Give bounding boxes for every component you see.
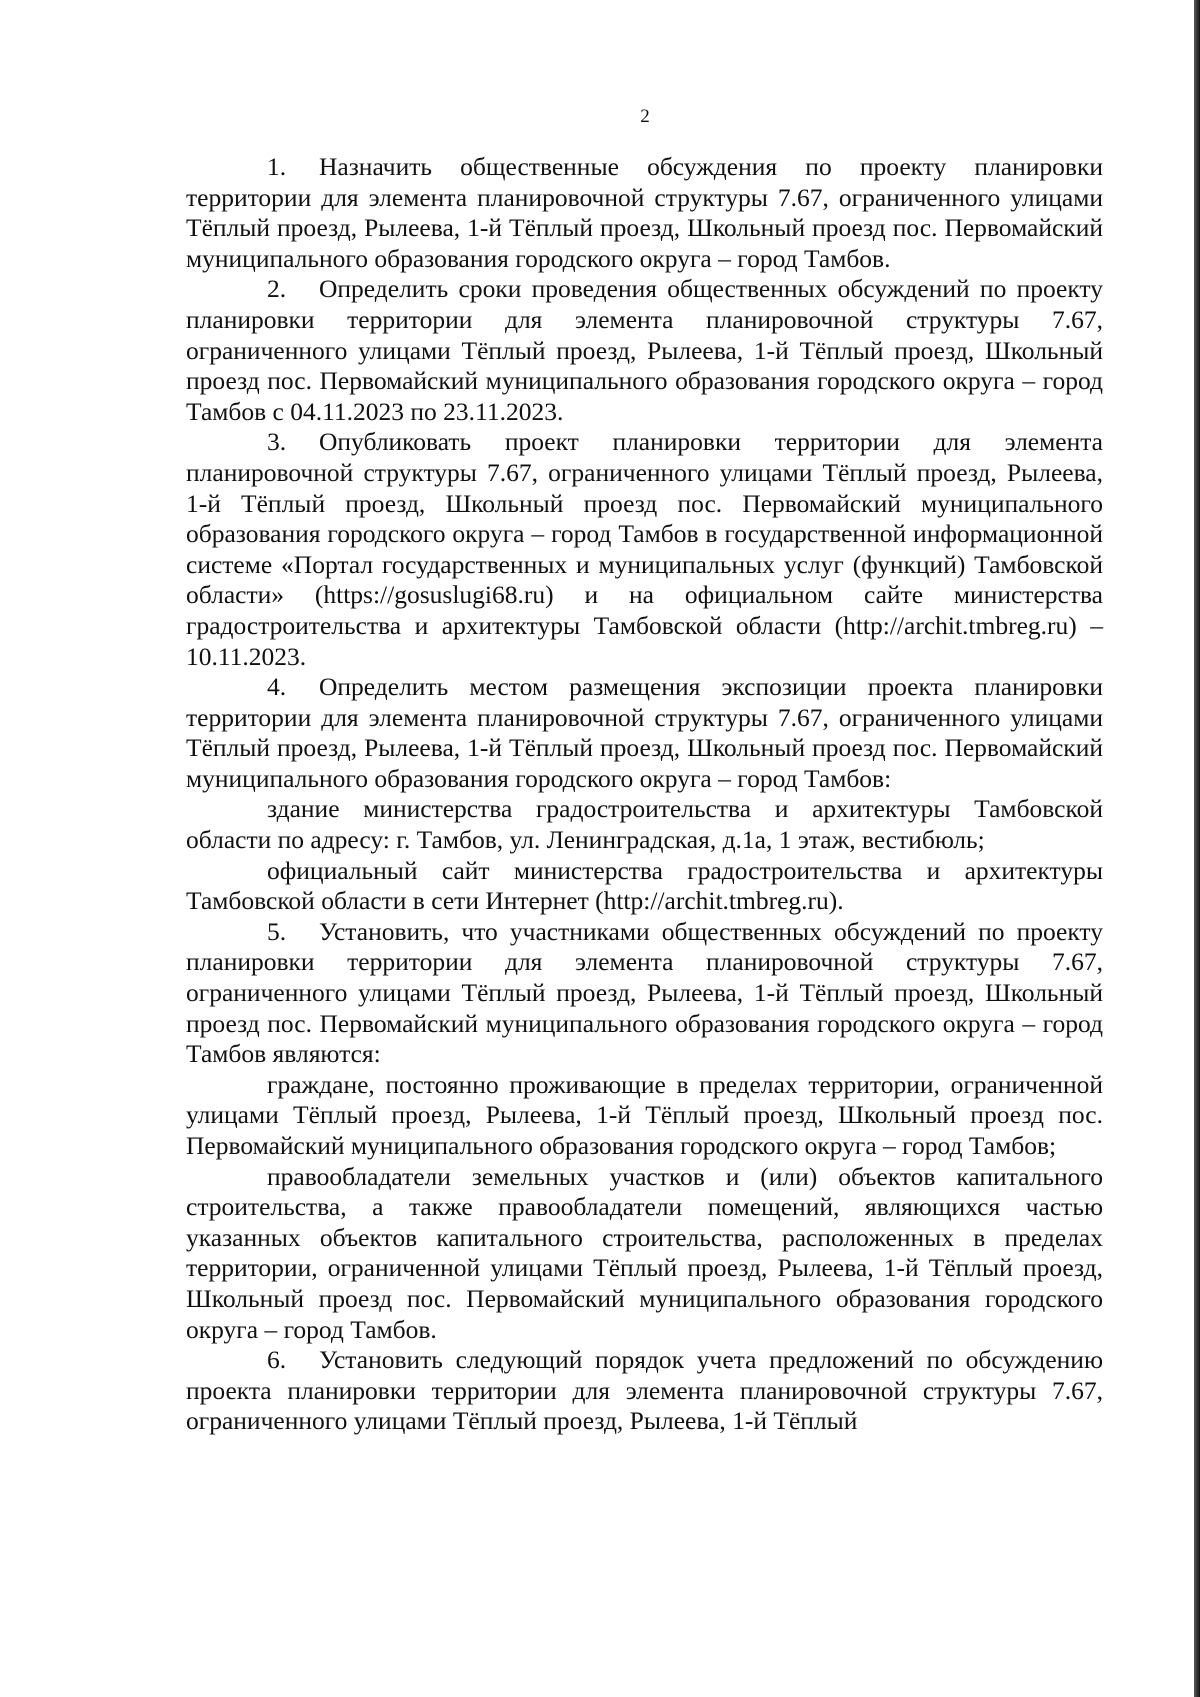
paragraph-number: 3. bbox=[267, 427, 287, 457]
paragraph-3 bbox=[186, 427, 1103, 672]
paragraph-5-item-rightholders bbox=[186, 1162, 1103, 1346]
paragraph-text: Определить местом размещения экспозиции проекта планировки территории для элемента планировочной структуры 7.67, ограниченного улицами Тёплый проезд, Рылеева, 1-й Тёплый проезд, Школьный проезд пос. Первомайский муниципального образования городского округа – город Тамбов: bbox=[186, 672, 1103, 793]
paragraph-text: Опубликовать проект планировки территории для элемента планировочной структуры 7.67, ограниченного улицами Тёплый проезд, Рылеева, 1-й Тёплый проезд, Школьный проезд пос. Первомайский муниципального образования городского округа – город Тамбов в государственной информационной системе «Портал государственных и муниципальных услуг (функций) Тамбовской области» (https://gosuslugi68.ru) и на официальном сайте министерства градостроительства и архитектуры Тамбовской области (http://archit.tmbreg.ru) – 10.11.2023. bbox=[186, 427, 1103, 671]
paragraph-text: здание министерства градостроительства и архитектуры Тамбовской области по адресу: г. Тамбов, ул. Ленинградская, д.1а, 1 этаж, вестибюль; bbox=[186, 794, 1103, 855]
paragraph-text: Установить следующий порядок учета предложений по обсуждению проекта планировки территории для элемента планировочной структуры 7.67, ограниченного улицами Тёплый проезд, Рылеева, 1-й Тёплый bbox=[186, 1345, 1103, 1436]
paragraph-text: Установить, что участниками общественных обсуждений по проекту планировки территории для элемента планировочной структуры 7.67, ограниченного улицами Тёплый проезд, Рылеева, 1-й Тёплый проезд, Школьный проезд пос. Первомайский муниципального образования городского округа – город Тамбов являются: bbox=[186, 916, 1103, 1069]
paragraph-number: 1. bbox=[267, 152, 287, 181]
paragraph-2 bbox=[186, 274, 1103, 427]
paragraph-4-item-building bbox=[186, 794, 1103, 855]
paragraph-1 bbox=[186, 152, 1103, 274]
paragraph-number: 4. bbox=[267, 672, 287, 702]
paragraph-4 bbox=[186, 672, 1103, 794]
document-body bbox=[186, 152, 1103, 1437]
paragraph-6 bbox=[186, 1345, 1103, 1437]
paragraph-text: Назначить общественные обсуждения по проекту планировки территории для элемента планировочной структуры 7.67, ограниченного улицами Тёплый проезд, Рылеева, 1-й Тёплый проезд, Школьный проезд пос. Первомайский муниципального образования городского округа – город Тамбов. bbox=[186, 152, 1103, 273]
paragraph-4-item-website bbox=[186, 856, 1103, 917]
paragraph-5 bbox=[186, 917, 1103, 1070]
paragraph-number: 2. bbox=[267, 274, 287, 304]
page-number: 2 bbox=[640, 106, 650, 127]
paragraph-number: 5. bbox=[267, 916, 287, 946]
scan-edge-shadow bbox=[1194, 0, 1200, 1697]
paragraph-text: официальный сайт министерства градостроительства и архитектуры Тамбовской области в сети Интернет (http://archit.tmbreg.ru). bbox=[186, 855, 1103, 916]
paragraph-5-item-citizens bbox=[186, 1070, 1103, 1162]
paragraph-text: правообладатели земельных участков и (или) объектов капитального строительства, а также правообладатели помещений, являющихся частью указанных объектов капитального строительства, расположенных в пределах территории, ограниченной улицами Тёплый проезд, Рылеева, 1-й Тёплый проезд, Школьный проезд пос. Первомайский муниципального образования городского округа – город Тамбов. bbox=[186, 1161, 1103, 1344]
paragraph-number: 6. bbox=[267, 1345, 287, 1375]
paragraph-text: граждане, постоянно проживающие в пределах территории, ограниченной улицами Тёплый проезд, Рылеева, 1-й Тёплый проезд, Школьный проезд пос. Первомайский муниципального образования городского округа – город Тамбов; bbox=[186, 1069, 1103, 1160]
paragraph-text: Определить сроки проведения общественных обсуждений по проекту планировки территории для элемента планировочной структуры 7.67, ограниченного улицами Тёплый проезд, Рылеева, 1-й Тёплый проезд, Школьный проезд пос. Первомайский муниципального образования городского округа – город Тамбов с 04.11.2023 по 23.11.2023. bbox=[186, 274, 1103, 426]
